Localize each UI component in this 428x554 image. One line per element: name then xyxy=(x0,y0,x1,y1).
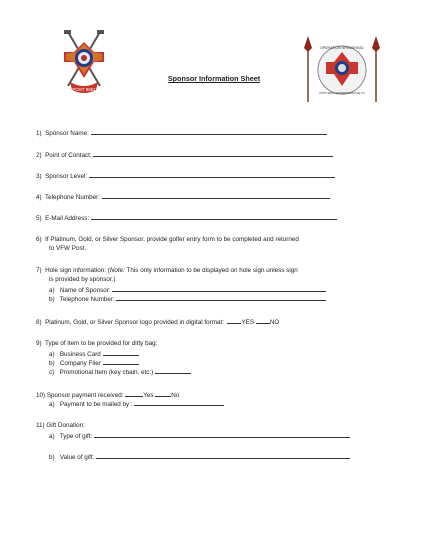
field-label: b) Value of gift: xyxy=(49,454,95,461)
right-logo-text-bottom: POST 9851 HENDERSONVILLE TN xyxy=(319,91,365,95)
item-9-heading: 9) Type of item to be provided for ditty bag: xyxy=(36,340,158,347)
sponsor-name-blank[interactable] xyxy=(91,128,327,135)
vfw-golf-logo-icon xyxy=(54,30,114,104)
field-type-of-gift xyxy=(49,431,350,441)
item-7-note: Note: xyxy=(109,267,125,274)
field-value-of-gift xyxy=(49,452,350,462)
right-logo-text-top: OPERATION SPEARHEAD xyxy=(319,46,365,50)
item-6-line-1: 6) If Platinum, Gold, or Silver Sponsor, provide golfer entry form to be completed and returned xyxy=(36,236,299,243)
item-7-line-2: is provided by sponsor.) xyxy=(49,276,116,283)
field-label: a) Business Card xyxy=(49,351,101,358)
email-address-blank[interactable] xyxy=(91,213,337,220)
telephone-number-blank[interactable] xyxy=(102,192,330,199)
field-sponsor-name xyxy=(36,128,327,138)
no-label: NO xyxy=(269,319,280,326)
payment-yes-blank[interactable] xyxy=(125,390,143,397)
business-card-blank[interactable] xyxy=(103,349,139,356)
yes-label: Yes xyxy=(143,392,154,399)
field-point-of-contact xyxy=(36,150,333,160)
field-label: 10) Sponsor payment received: xyxy=(36,392,124,399)
promotional-item-blank[interactable] xyxy=(155,367,191,374)
logo-no-blank[interactable] xyxy=(256,317,270,324)
field-payment-mailed-by xyxy=(49,399,224,409)
payment-no-blank[interactable] xyxy=(155,390,171,397)
item-7-line-1 xyxy=(36,267,298,275)
no-label: No xyxy=(171,392,180,399)
field-label: a) Type of gift: xyxy=(49,433,93,440)
field-label: 2) Point of Contact: xyxy=(36,152,92,159)
page-title: Sponsor Information Sheet xyxy=(167,74,261,83)
field-label: 8) Platinum, Gold, or Silver Sponsor logo provided in digital format: xyxy=(36,319,224,326)
hole-sign-phone-blank[interactable] xyxy=(116,294,326,301)
item-7-prefix: 7) Hole sign information: ( xyxy=(36,267,110,274)
field-telephone-number xyxy=(36,192,330,202)
value-of-gift-blank[interactable] xyxy=(96,452,350,459)
operation-spearhead-logo-icon xyxy=(300,36,384,106)
field-email-address xyxy=(36,213,337,223)
field-logo-digital xyxy=(36,317,279,327)
field-label: b) Telephone Number: xyxy=(49,296,115,303)
field-label: a) Name of Sponsor: xyxy=(49,287,111,294)
company-flier-blank[interactable] xyxy=(103,358,139,365)
item-7-suffix: This only information to be displayed on hole sign unless sign xyxy=(124,267,298,274)
field-label: a) Payment to be mailed by : xyxy=(49,401,133,408)
sponsor-level-blank[interactable] xyxy=(89,171,335,178)
field-label: c) Promotional Item (key chain, etc.) xyxy=(49,369,154,376)
field-sponsor-level xyxy=(36,171,335,181)
item-11-heading: 11) Gift Donation: xyxy=(36,422,85,429)
field-label: b) Company Flier xyxy=(49,360,101,367)
payment-mailed-by-blank[interactable] xyxy=(134,399,224,406)
field-label: 3) Sponsor Level: xyxy=(36,173,88,180)
hole-sign-name-blank[interactable] xyxy=(112,285,326,292)
left-logo-text: POST 9851 xyxy=(72,87,96,92)
field-label: 1) Sponsor Name: xyxy=(36,130,89,137)
field-promotional-item xyxy=(49,367,191,377)
item-6-line-2: to VFW Post. xyxy=(49,245,87,252)
type-of-gift-blank[interactable] xyxy=(94,431,350,438)
field-hole-sign-phone xyxy=(49,294,326,304)
yes-label: YES xyxy=(241,319,255,326)
point-of-contact-blank[interactable] xyxy=(93,150,333,157)
field-label: 4) Telephone Number: xyxy=(36,194,100,201)
logo-yes-blank[interactable] xyxy=(227,317,241,324)
field-label: 5) E-Mail Address: xyxy=(36,215,90,222)
